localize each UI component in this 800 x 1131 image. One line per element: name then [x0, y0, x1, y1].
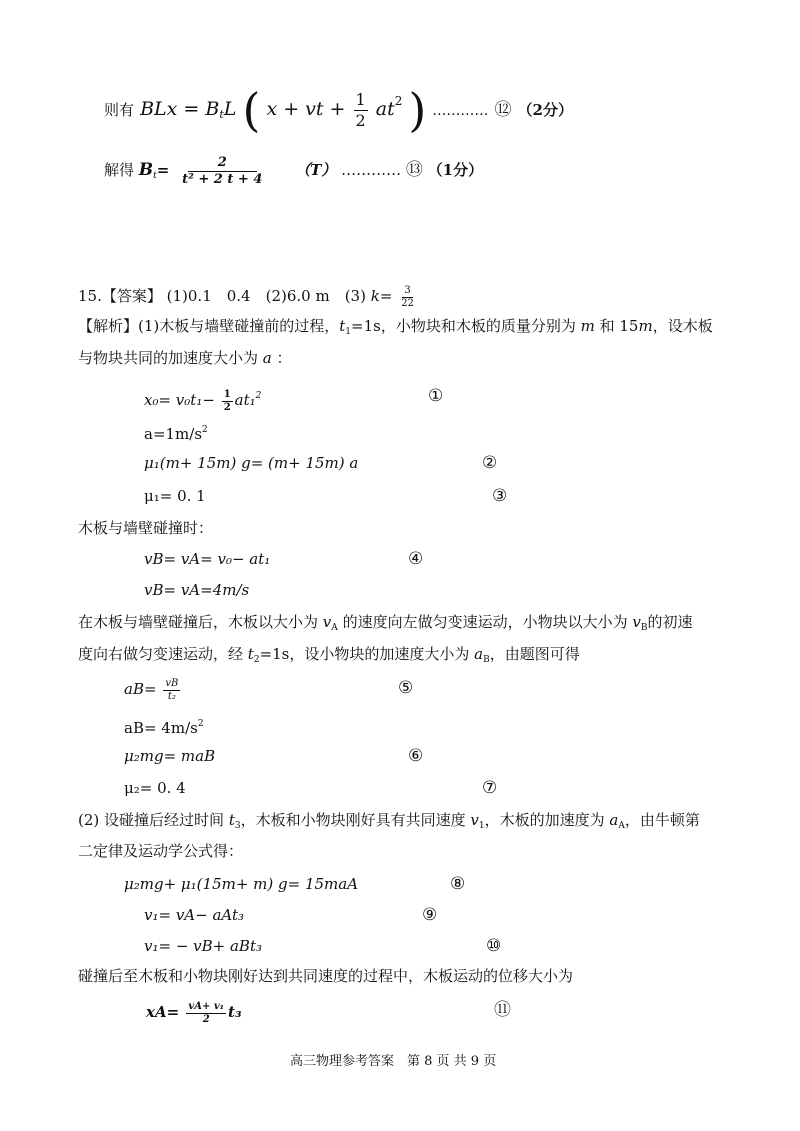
- var-a: a: [262, 349, 272, 367]
- eq11-t: t₃: [228, 1003, 242, 1021]
- eq13-mark: ⑬: [405, 160, 423, 180]
- var-v: v: [322, 613, 332, 631]
- analysis-text: 与物块共同的加速度大小为: [78, 349, 259, 367]
- eq7-mark: ⑦: [482, 778, 498, 798]
- analysis-text: 的速度向左做匀变速运动，小物块以大小为: [342, 613, 628, 631]
- analysis-text: ，设木板: [652, 317, 713, 335]
- eq8-text: μ₂mg+ μ₁(15m+ m) g= 15maA: [124, 875, 359, 893]
- var-t: t: [247, 645, 254, 663]
- analysis-line-6: [78, 810, 700, 836]
- var-t: t: [228, 811, 235, 829]
- eq12-prefix: 则有: [104, 101, 135, 119]
- eq13-dots: …………: [341, 161, 402, 179]
- var-m: m: [638, 317, 653, 335]
- eq11-den: 2: [202, 1013, 210, 1025]
- eq-2: [144, 453, 358, 473]
- eq1-mark: ①: [428, 386, 444, 406]
- analysis-text: ，由题图可得: [489, 645, 580, 663]
- var-sub: 3: [234, 821, 241, 831]
- eq2-text: μ₁(m+ 15m) g= (m+ 15m) a: [144, 454, 359, 472]
- analysis-text: =1s，小物块和木板的质量分别为: [351, 317, 576, 335]
- var-sub: A: [618, 821, 625, 831]
- eq1-frac-den: 2: [223, 401, 231, 413]
- var-sub: 1: [478, 821, 485, 831]
- eq12-left-paren: (: [242, 83, 261, 137]
- eq10-text: v₁= − vB+ aBt₃: [144, 937, 263, 955]
- eq13-equals: =: [156, 161, 170, 179]
- var-t: t: [339, 317, 346, 335]
- eq13-unit: （T）: [295, 161, 337, 179]
- eq1-square: 2: [255, 391, 262, 401]
- eq4-text: vB= vA= v₀− at₁: [144, 550, 271, 568]
- eq1-fraction: [222, 389, 233, 414]
- equation-12: [104, 78, 573, 138]
- eq8-mark: ⑧: [450, 874, 466, 894]
- var-a: a: [474, 645, 484, 663]
- answer-label: 15.【答案】: [78, 287, 162, 305]
- eq12-number: ⑫: [494, 100, 512, 120]
- eq-7: [124, 778, 186, 798]
- page-footer: 高三物理参考答案 第 8 页 共 9 页: [290, 1054, 497, 1069]
- eq5-fraction: [163, 678, 180, 703]
- eq-3: [144, 486, 206, 506]
- var-v: v: [470, 811, 479, 829]
- eq13-bt: B: [138, 160, 154, 180]
- eq12-half-den: 2: [355, 110, 366, 130]
- equation-13: [104, 150, 483, 196]
- eq12-dots: …………: [432, 103, 489, 119]
- analysis-text: 在木板与墙壁碰撞后，木板以大小为: [78, 613, 319, 631]
- analysis-text: 二定律及运动学公式得：: [78, 842, 244, 860]
- eq5b-text: aB= 4m/s: [124, 719, 198, 737]
- analysis-line-2: [78, 348, 292, 368]
- analysis-text: 的初速: [647, 613, 693, 631]
- eq12-equals: =: [183, 98, 200, 120]
- answer-k-eq: =: [379, 287, 393, 305]
- eq-6: [124, 746, 215, 766]
- var-sub: 2: [253, 655, 260, 665]
- analysis-text: ：: [276, 349, 292, 367]
- eq13-bt-sub: t: [153, 171, 157, 181]
- answer-line: [78, 281, 418, 311]
- analysis-line-4: [78, 612, 692, 638]
- eq7-text: μ₂= 0. 4: [124, 779, 186, 797]
- var-a: a: [609, 811, 619, 829]
- eq13-prefix: 解得: [104, 161, 135, 179]
- analysis-line-1: [78, 316, 713, 342]
- var-sub: A: [331, 623, 338, 633]
- eq12-bt: B: [205, 98, 220, 120]
- eq3-mark: ③: [492, 486, 508, 506]
- var-m: m: [580, 317, 595, 335]
- eq9-text: v₁= vA− aAt₃: [144, 906, 245, 924]
- var-sub: B: [640, 623, 648, 633]
- analysis-text: 碰撞后至木板和小物块刚好达到共同速度的过程中，木板运动的位移大小为: [78, 967, 574, 985]
- eq12-L: L: [223, 98, 237, 120]
- eq-9: [144, 905, 244, 925]
- eq5-den: t₂: [167, 690, 176, 702]
- eq12-bt-sub: t: [219, 108, 224, 121]
- analysis-text: ，木板和小物块刚好具有共同速度: [240, 811, 466, 829]
- eq1-tail: at₁: [234, 391, 256, 409]
- eq-a-text: a=1m/s: [144, 425, 203, 443]
- eq11-mark: ⑪: [494, 1000, 511, 1020]
- eq13-score: （1分）: [427, 161, 484, 179]
- var-v: v: [632, 613, 641, 631]
- analysis-text: 【解析】(1)木板与墙壁碰撞前的过程，: [78, 317, 340, 335]
- eq1-text: x₀= v₀t₁−: [144, 391, 215, 409]
- eq4-mark: ④: [408, 549, 424, 569]
- eq12-half-num: 1: [355, 89, 366, 109]
- analysis-text: ，由牛顿第: [624, 811, 700, 829]
- eq2-mark: ②: [482, 453, 498, 473]
- eq12-at: at: [375, 98, 395, 120]
- eq11-num: vA+ v₁: [188, 1000, 225, 1012]
- eq12-right-paren: ): [408, 83, 427, 137]
- answer-k-den: 22: [401, 297, 414, 309]
- analysis-line-5: [78, 644, 580, 670]
- eq12-lhs: BLx: [140, 98, 178, 120]
- answer-k-fraction: [399, 285, 416, 310]
- analysis-line-8: [78, 966, 573, 986]
- eq5b-square: 2: [197, 719, 204, 729]
- var-sub: 1: [345, 327, 352, 337]
- eq13-numerator: 2: [188, 155, 257, 172]
- eq1-frac-num: 1: [223, 388, 231, 400]
- analysis-text: 度向右做匀变速运动，经: [78, 645, 244, 663]
- eq-1: [144, 382, 261, 414]
- eq-a-square: 2: [202, 425, 208, 435]
- eq-11: [146, 996, 242, 1028]
- eq12-square: 2: [394, 94, 403, 108]
- eq-4: [144, 549, 270, 569]
- answer-parts: (1)0.1 0.4 (2)6.0 m (3): [166, 287, 366, 305]
- eq4b-text: vB= vA=4m/s: [144, 581, 250, 599]
- eq12-inner: x + vt +: [266, 98, 346, 120]
- eq11-fraction: [186, 1001, 226, 1026]
- analysis-text: 木板与墙壁碰撞时：: [78, 519, 214, 537]
- eq6-text: μ₂mg= maB: [124, 747, 216, 765]
- eq9-mark: ⑨: [422, 905, 438, 925]
- analysis-text: (2) 设碰撞后经过时间: [78, 811, 225, 829]
- eq-a: [144, 420, 208, 444]
- eq5-lhs: aB=: [124, 680, 157, 698]
- eq13-fraction: [180, 155, 264, 188]
- eq10-mark: ⑩: [486, 936, 502, 956]
- answer-k: k: [370, 287, 380, 305]
- eq12-half-fraction: [354, 90, 368, 131]
- analysis-line-3: [78, 518, 213, 538]
- eq-5: [124, 674, 182, 704]
- eq-8: [124, 874, 358, 894]
- eq5-num: vB: [165, 677, 179, 689]
- eq6-mark: ⑥: [408, 746, 424, 766]
- eq13-denominator: t² + 2 t + 4: [182, 171, 263, 187]
- analysis-text: 和 15: [599, 317, 639, 335]
- eq12-score: （2分）: [517, 101, 573, 119]
- answer-k-num: 3: [404, 284, 411, 296]
- eq11-lhs: xA=: [146, 1003, 180, 1021]
- eq5-mark: ⑤: [398, 678, 414, 698]
- eq-10: [144, 936, 262, 956]
- analysis-line-7: [78, 841, 243, 861]
- analysis-text: ，木板的加速度为: [484, 811, 605, 829]
- eq-4b: [144, 580, 249, 600]
- analysis-text: =1s，设小物块的加速度大小为: [259, 645, 470, 663]
- var-sub: B: [483, 655, 490, 665]
- eq-5b: [124, 714, 204, 738]
- eq3-text: μ₁= 0. 1: [144, 487, 206, 505]
